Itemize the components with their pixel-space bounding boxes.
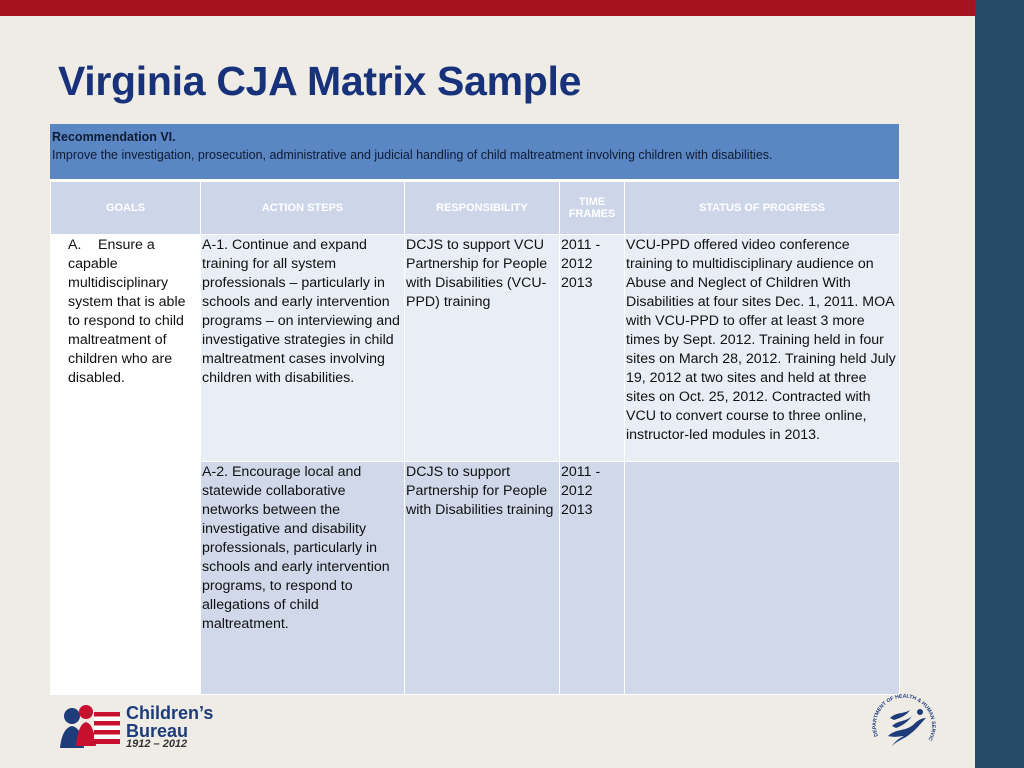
childrens-bureau-logo xyxy=(58,700,218,752)
status-cell xyxy=(625,462,900,695)
recommendation-text: Improve the investigation, prosecution, administrative and judicial handling of child maltreatment involving children with disabilities. xyxy=(52,148,773,162)
time-frame-cell: 2011 - 2012 2013 xyxy=(560,462,625,695)
goal-cell xyxy=(51,235,201,695)
time-frame-cell: 2011 - 2012 2013 xyxy=(560,235,625,462)
hhs-seal-icon xyxy=(866,688,944,762)
logo-years: 1912 – 2012 xyxy=(126,738,188,750)
action-step-cell: A-2. Encourage local and statewide collaborative networks between the investigative and disability professionals, particularly in schools and early intervention programs, to respond to allegations of child maltreatment. xyxy=(201,462,405,695)
cja-matrix xyxy=(50,124,899,695)
recommendation-banner xyxy=(50,124,899,179)
matrix-table xyxy=(50,181,900,695)
top-accent-bar xyxy=(0,0,975,16)
header-status: STATUS OF PROGRESS xyxy=(625,182,900,235)
goal-text: Ensure a capable multidisciplinary system that is able to respond to child maltreatment of children who are disabled. xyxy=(68,237,186,386)
status-cell: VCU-PPD offered video conference training to multidisciplinary audience on Abuse and Neglect of Children With Disabilities at four sites Dec. 1, 2011. MOA with VCU-PPD to offer at least 3 more times by Sept. 2012. Training held in four sites on March 28, 2012. Training held July 19, 2012 at two sites and held at three sites on Oct. 25, 2012. Contracted with VCU to convert course to three online, instructor-led modules in 2013. xyxy=(625,235,900,462)
recommendation-title: Recommendation VI. xyxy=(52,130,176,144)
right-accent-bar xyxy=(975,0,1024,768)
header-responsibility: RESPONSIBILITY xyxy=(405,182,560,235)
header-goals: GOALS xyxy=(51,182,201,235)
logo-line-2: Bureau xyxy=(126,721,189,741)
header-time-frames: TIME FRAMES xyxy=(560,182,625,235)
header-action-steps: ACTION STEPS xyxy=(201,182,405,235)
action-step-cell: A-1. Continue and expand training for all system professionals – particularly in schools and early intervention programs – on interviewing and investigative strategies in child maltreatment cases involving children with disabilities. xyxy=(201,235,405,462)
hhs-seal-text: DEPARTMENT OF HEALTH & HUMAN SERVIC xyxy=(871,693,937,742)
table-row xyxy=(51,235,900,462)
slide-title: Virginia CJA Matrix Sample xyxy=(58,58,582,104)
childrens-bureau-logo-icon xyxy=(58,702,122,750)
responsibility-cell: DCJS to support VCU Partnership for People with Disabilities (VCU-PPD) training xyxy=(405,235,560,462)
logo-line-1: Children’s xyxy=(126,703,214,723)
header-row xyxy=(51,182,900,235)
responsibility-cell: DCJS to support Partnership for People with Disabilities training xyxy=(405,462,560,695)
goal-letter: A. xyxy=(68,237,82,253)
